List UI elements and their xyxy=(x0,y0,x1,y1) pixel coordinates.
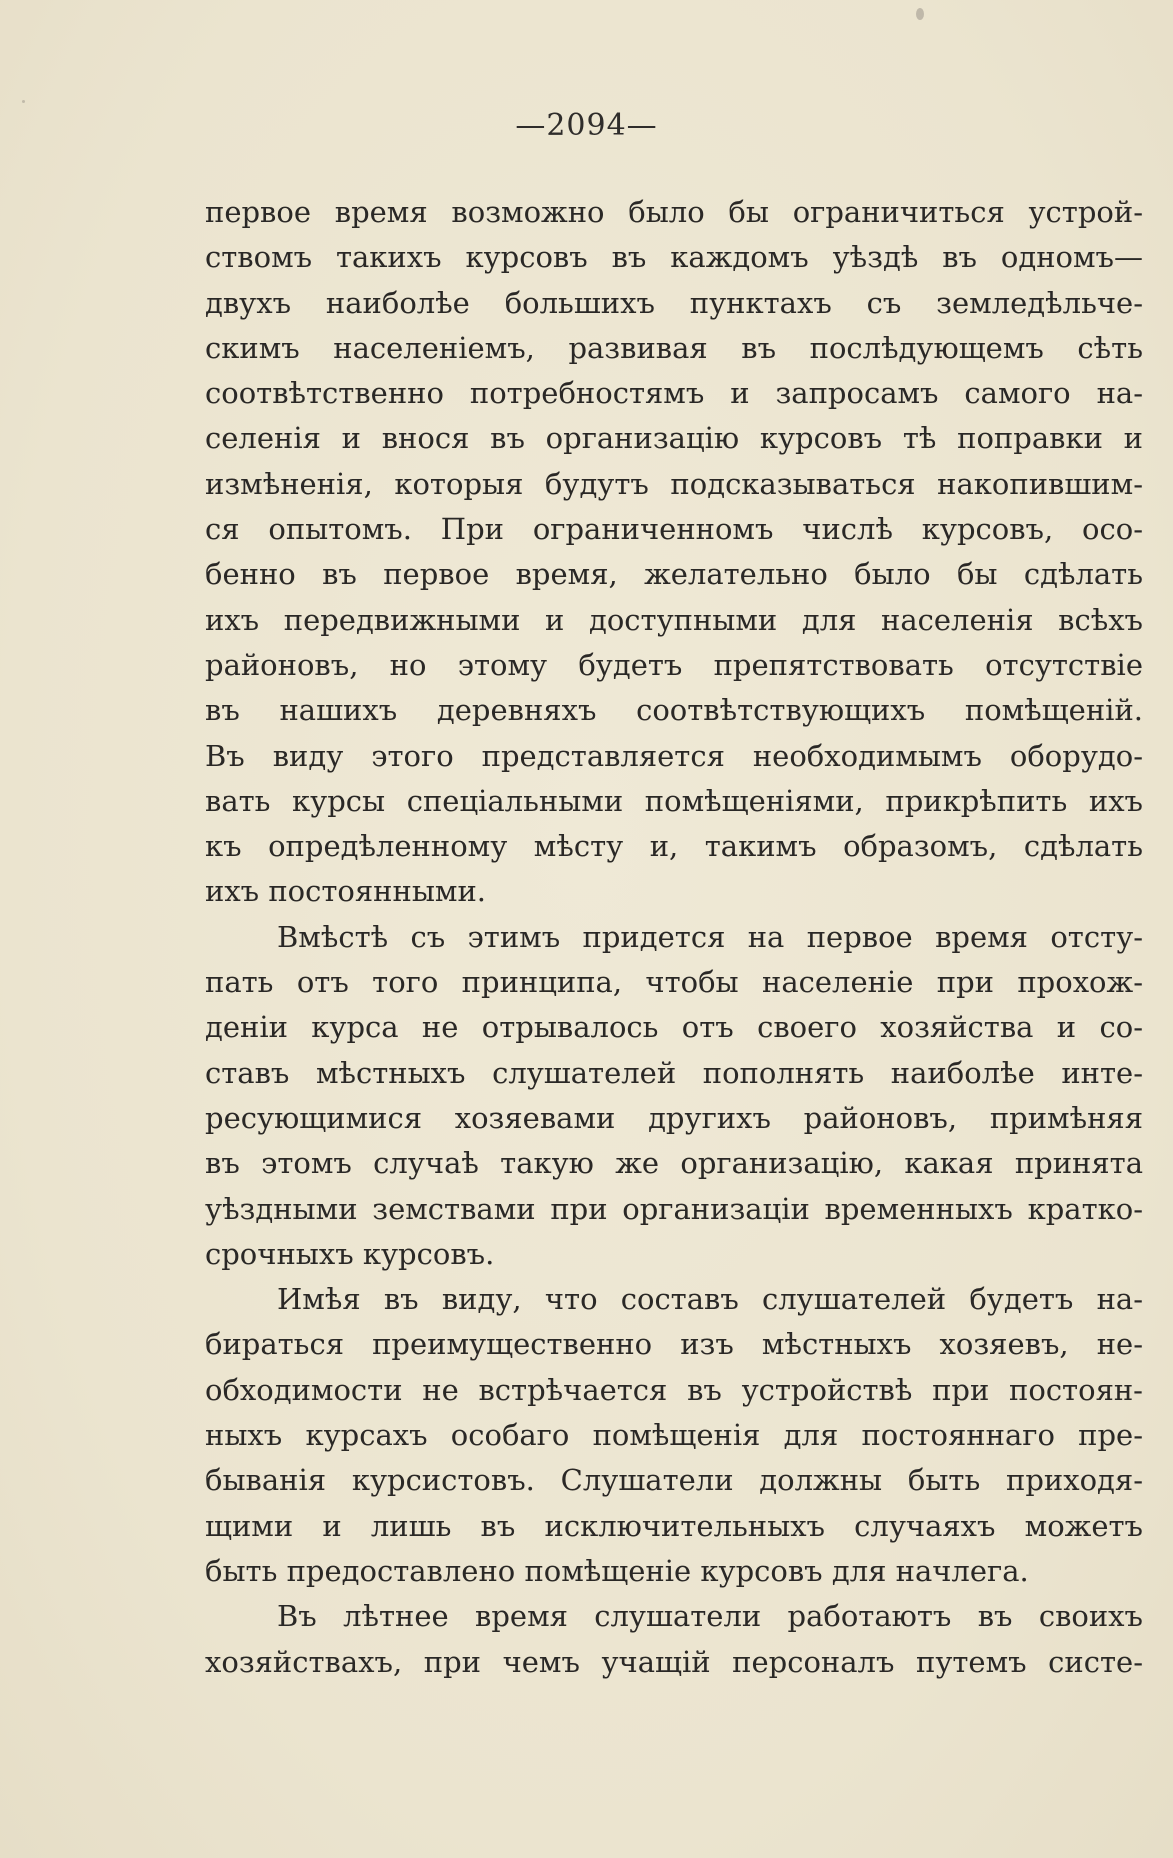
text-line: двухъ наиболѣе большихъ пунктахъ съ земледѣльче- xyxy=(205,285,1143,320)
text-line: ныхъ курсахъ особаго помѣщенія для постояннаго пре- xyxy=(205,1418,1143,1453)
text-line: селенія и внося въ организацію курсовъ тѣ поправки и xyxy=(205,421,1143,456)
text-line: уѣздными земствами при организаціи временныхъ кратко- xyxy=(205,1191,1143,1226)
text-line: къ опредѣленному мѣсту и, такимъ образомъ, сдѣлать xyxy=(205,829,1143,864)
text-line: вать курсы спеціальными помѣщеніями, прикрѣпить ихъ xyxy=(205,783,1143,818)
text-line: обходимости не встрѣчается въ устройствѣ при постоян- xyxy=(205,1372,1143,1407)
text-line: Вмѣстѣ съ этимъ придется на первое время отсту- xyxy=(277,919,1143,954)
text-line: бираться преимущественно изъ мѣстныхъ хозяевъ, не- xyxy=(205,1327,1143,1362)
text-line: районовъ, но этому будетъ препятствовать отсутствіе xyxy=(205,647,1143,682)
text-line: быть предоставлено помѣщеніе курсовъ для начлега. xyxy=(205,1553,1029,1588)
text-line: первое время возможно было бы ограничиться устрой- xyxy=(205,195,1143,229)
text-line: скимъ населеніемъ, развивая въ послѣдующемъ сѣть xyxy=(205,330,1143,365)
text-line: Въ лѣтнее время слушатели работаютъ въ своихъ xyxy=(277,1599,1143,1634)
text-line: Въ виду этого представляется необходимымъ оборудо- xyxy=(205,738,1143,773)
text-line: ихъ передвижными и доступными для населенія всѣхъ xyxy=(205,602,1143,637)
text-line: ресующимися хозяевами другихъ районовъ, примѣняя xyxy=(205,1100,1143,1135)
body-text xyxy=(205,190,1143,1685)
text-line: деніи курса не отрывалось отъ своего хозяйства и со- xyxy=(205,1010,1143,1045)
text-line: срочныхъ курсовъ. xyxy=(205,1236,495,1271)
paper-speck xyxy=(22,100,25,103)
text-line: въ этомъ случаѣ такую же организацію, какая принята xyxy=(205,1146,1143,1181)
text-line: ствомъ такихъ курсовъ въ каждомъ уѣздѣ въ одномъ— xyxy=(205,240,1143,275)
paper-speck xyxy=(916,8,924,20)
text-line: ставъ мѣстныхъ слушателей пополнять наиболѣе инте- xyxy=(205,1055,1143,1090)
text-line: въ нашихъ деревняхъ соотвѣтствующихъ помѣщеній. xyxy=(205,693,1143,728)
page-number: —2094— xyxy=(515,108,658,143)
text-line: быванія курсистовъ. Слушатели должны быть приходя- xyxy=(205,1463,1143,1498)
text-line: соотвѣтственно потребностямъ и запросамъ самого на- xyxy=(205,376,1143,411)
text-line: Имѣя въ виду, что составъ слушателей будетъ на- xyxy=(277,1282,1143,1317)
text-line: хозяйствахъ, при чемъ учащій персоналъ путемъ систе- xyxy=(205,1644,1143,1679)
text-line: ся опытомъ. При ограниченномъ числѣ курсовъ, осо- xyxy=(205,512,1143,547)
text-line: ихъ постоянными. xyxy=(205,874,487,909)
text-line: измѣненія, которыя будутъ подсказываться накопившим- xyxy=(205,466,1143,501)
text-line: бенно въ первое время, желательно было бы сдѣлать xyxy=(205,557,1143,592)
text-line: щими и лишь въ исключительныхъ случаяхъ можетъ xyxy=(205,1508,1143,1543)
text-line: пать отъ того принципа, чтобы населеніе при прохож- xyxy=(205,965,1143,1000)
